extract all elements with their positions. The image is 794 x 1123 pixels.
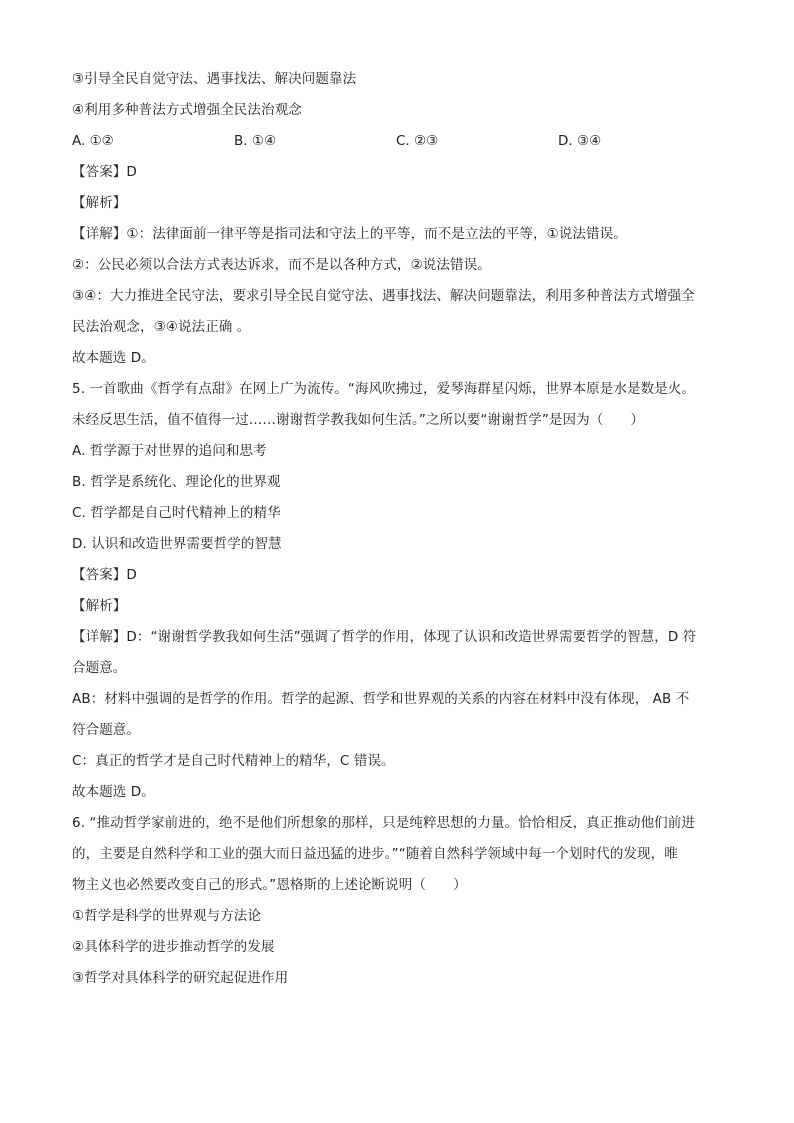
explanation-line: ②：公民必须以合法方式表达诉求，而不是以各种方式，②说法错误。: [72, 257, 491, 273]
explanation-line: 符合题意。: [72, 722, 140, 738]
explanation-line: ③④：大力推进全民守法，要求引导全民自觉守法、遇事找法、解决问题靠法，利用多种普法方式增强全: [72, 288, 695, 304]
choice-c: C. 哲学都是自己时代精神上的精华: [72, 505, 281, 521]
choice-b: B. ①④: [234, 133, 277, 149]
conclusion-line: 故本题选 D。: [72, 784, 155, 800]
option-line: ②具体科学的进步推动哲学的发展: [72, 939, 275, 955]
question-5-stem: 未经反思生活，值不值得一过……谢谢哲学教我如何生活。”之所以要“谢谢哲学”是因为（ ）: [72, 412, 645, 428]
explanation-line: AB：材料中强调的是哲学的作用。哲学的起源、哲学和世界观的关系的内容在材料中没有体现， AB 不: [72, 691, 690, 707]
option-line: ④利用多种普法方式增强全民法治观念: [72, 102, 302, 118]
choice-a: A. ①②: [72, 133, 114, 149]
analysis-label: 【解析】: [72, 598, 127, 614]
answer-label: 【答案】D: [72, 567, 137, 583]
question-6-stem: 物主义也必然要改变自己的形式。”恩格斯的上述论断说明（ ）: [72, 877, 467, 893]
conclusion-line: 故本题选 D。: [72, 350, 155, 366]
analysis-label: 【解析】: [72, 195, 127, 211]
explanation-line: 【详解】①：法律面前一律平等是指司法和守法上的平等，而不是立法的平等，①说法错误。: [72, 226, 627, 242]
choice-a: A. 哲学源于对世界的追问和思考: [72, 443, 267, 459]
answer-label: 【答案】D: [72, 164, 137, 180]
choice-c: C. ②③: [396, 133, 439, 149]
explanation-line: 【详解】D：“谢谢哲学教我如何生活”强调了哲学的作用，体现了认识和改造世界需要哲学的智慧，D 符: [72, 629, 697, 645]
q4-choices: [72, 126, 734, 157]
option-line: ①哲学是科学的世界观与方法论: [72, 908, 262, 924]
option-line: ③引导全民自觉守法、遇事找法、解决问题靠法: [72, 71, 357, 87]
question-6-stem: 6. “推动哲学家前进的，绝不是他们所想象的那样，只是纯粹思想的力量。恰恰相反，真正推动他们前进: [72, 815, 695, 831]
explanation-line: 民法治观念，③④说法正确 。: [72, 319, 251, 335]
question-5-stem: 5. 一首歌曲《哲学有点甜》在网上广为流传。“海风吹拂过，爱琴海群星闪烁，世界本原是水是数是火。: [72, 381, 695, 397]
option-line: ③哲学对具体科学的研究起促进作用: [72, 970, 289, 986]
choice-b: B. 哲学是系统化、理论化的世界观: [72, 474, 281, 490]
choice-d: D. 认识和改造世界需要哲学的智慧: [72, 536, 282, 552]
question-6-stem: 的，主要是自然科学和工业的强大而日益迅猛的进步。”“随着自然科学领域中每一个划时代的发现，唯: [72, 846, 678, 862]
explanation-line: C：真正的哲学才是自己时代精神上的精华，C 错误。: [72, 753, 395, 769]
choice-d: D. ③④: [558, 133, 602, 149]
explanation-line: 合题意。: [72, 660, 127, 676]
